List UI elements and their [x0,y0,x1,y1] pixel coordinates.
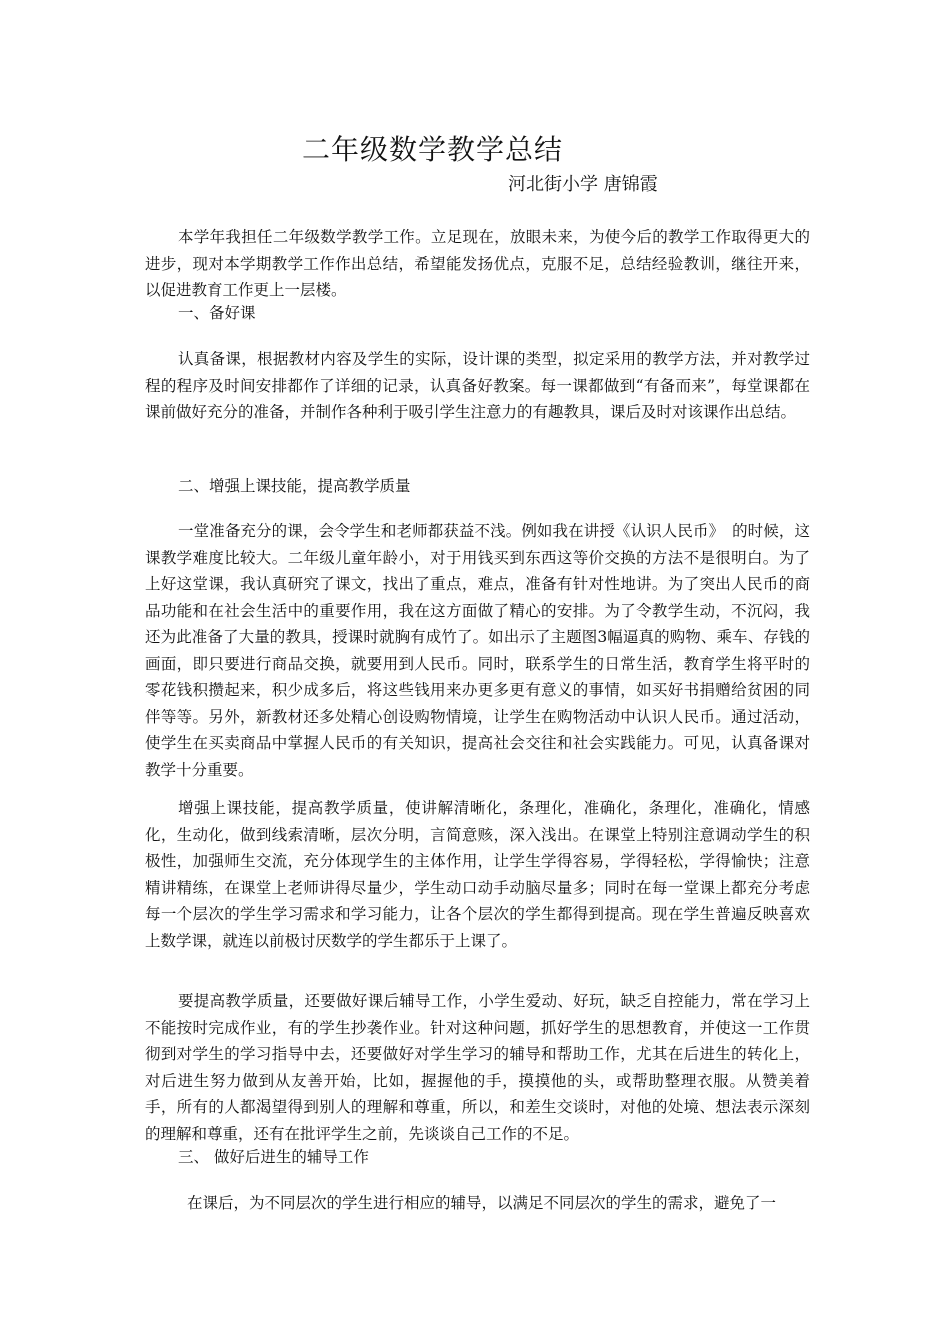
section-heading-1: 一、备好课 [178,304,256,322]
section2-paragraph-1: 一堂准备充分的课，会令学生和老师都获益不浅。例如我在讲授《认识人民币》 的时候，这课教学难度比较大。二年级儿童年龄小，对于用钱买到东西这等价交换的方法不是很明白。为了上好这堂课，我认真研究了课文，找出了重点，难点，准备有针对性地讲。为了突出人民币的商品功能和在社会生活中的重要作用，我在这方面做了精心的安排。为了令教学生动，不沉闷，我还为此准备了大量的教具，授课时就胸有成竹了。如出示了主题图3幅逼真的购物、乘车、存钱的画面，即只要进行商品交换，就要用到人民币。同时，联系学生的日常生活，教育学生将平时的零花钱积攒起来，积少成多后，将这些钱用来办更多更有意义的事情，如买好书捐赠给贫困的同伴等等。另外，新教材还多处精心创设购物情境，让学生在购物活动中认识人民币。通过活动，使学生在买卖商品中掌握人民币的有关知识，提高社会交往和社会实践能力。可见，认真备课对教学十分重要。 [145,522,810,779]
section2-paragraph-3: 要提高教学质量，还要做好课后辅导工作，小学生爱动、好玩，缺乏自控能力，常在学习上不能按时完成作业，有的学生抄袭作业。针对这种问题，抓好学生的思想教育，并使这一工作贯彻到对学生的学习指导中去，还要做好对学生学习的辅导和帮助工作，尤其在后进生的转化上，对后进生努力做到从友善开始，比如，握握他的手，摸摸他的头，或帮助整理衣服。从赞美着手，所有的人都渴望得到别人的理解和尊重，所以，和差生交谈时，对他的处境、想法表示深刻的理解和尊重，还有在批评学生之前，先谈谈自己工作的不足。 [145,992,810,1143]
section2-paragraph-2: 增强上课技能，提高教学质量，使讲解清晰化，条理化，准确化，条理化，准确化，情感化，生动化，做到线索清晰，层次分明，言简意赅，深入浅出。在课堂上特别注意调动学生的积极性，加强师生交流，充分体现学生的主体作用，让学生学得容易，学得轻松，学得愉快；注意精讲精练，在课堂上老师讲得尽量少，学生动口动手动脑尽量多；同时在每一堂课上都充分考虑每一个层次的学生学习需求和学习能力，让各个层次的学生都得到提高。现在学生普遍反映喜欢上数学课，就连以前极讨厌数学的学生都乐于上课了。 [145,799,810,950]
section3-paragraph-1: 在课后，为不同层次的学生进行相应的辅导，以满足不同层次的学生的需求，避免了一 [187,1194,777,1212]
intro-paragraph: 本学年我担任二年级数学教学工作。立足现在，放眼未来，为使今后的教学工作取得更大的进步，现对本学期教学工作作出总结，希望能发扬优点，克服不足，总结经验教训，继往开来，以促进教育工作更上一层楼。 [145,228,810,299]
document-author: 河北街小学 唐锦霞 [508,174,658,195]
section-heading-3: 三、 做好后进生的辅导工作 [178,1148,369,1166]
document-title: 二年级数学教学总结 [302,133,564,166]
section-heading-2: 二、增强上课技能，提高教学质量 [178,477,411,495]
section1-paragraph-1: 认真备课，根据教材内容及学生的实际，设计课的类型，拟定采用的教学方法，并对教学过程的程序及时间安排都作了详细的记录，认真备好教案。每一课都做到“有备而来”，每堂课都在课前做好充分的准备，并制作各种利于吸引学生注意力的有趣教具，课后及时对该课作出总结。 [145,350,810,421]
